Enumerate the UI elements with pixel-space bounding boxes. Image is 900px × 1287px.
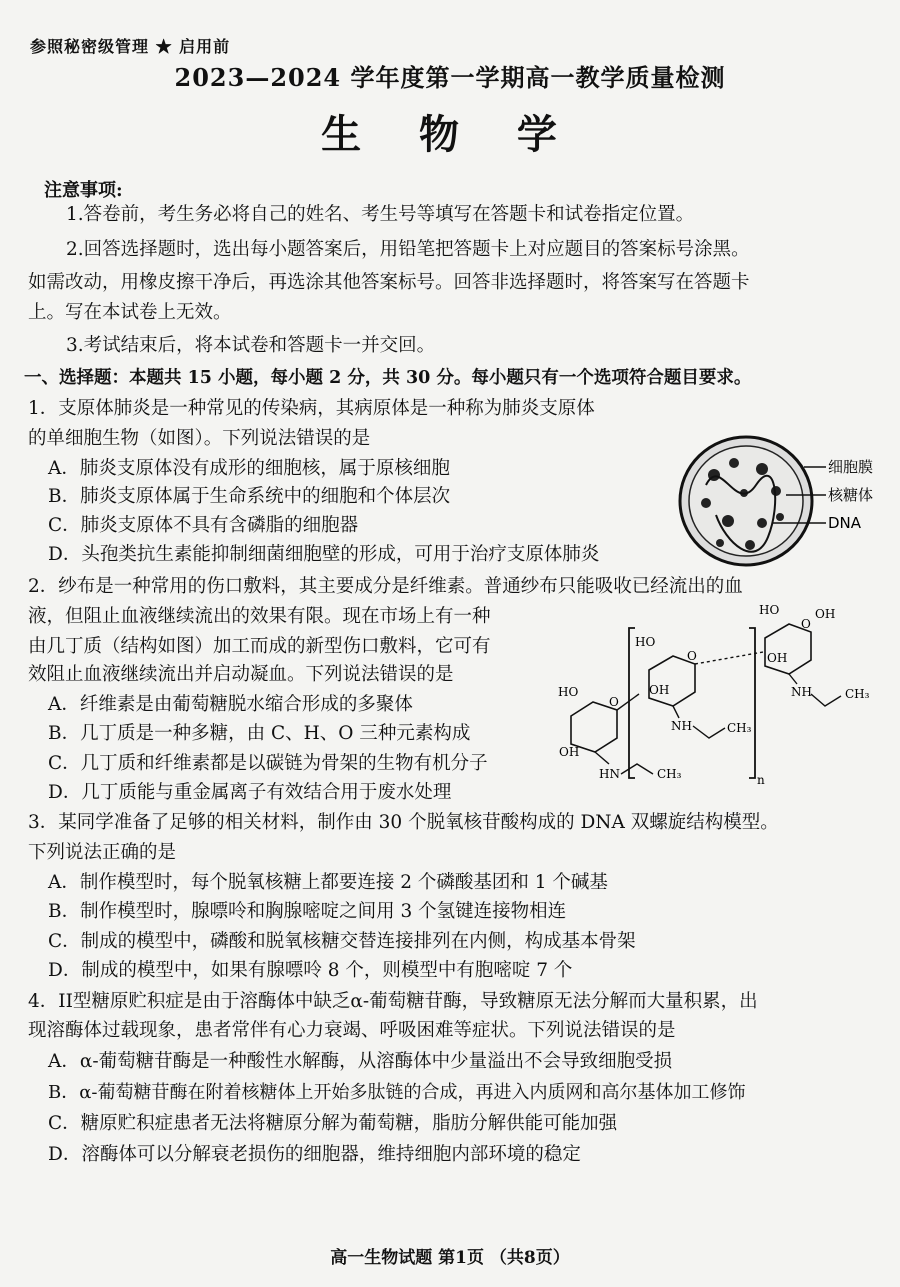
label-nh-right: NH	[791, 685, 812, 699]
label-ch3-mid: CH₃	[727, 721, 752, 735]
q1-option-b: B．肺炎支原体属于生命系统中的细胞和个体层次	[48, 486, 451, 507]
q4-option-d: D．溶酶体可以分解衰老损伤的细胞器，维持细胞内部环境的稳定	[48, 1144, 581, 1165]
notice-item-2-line-2: 如需改动，用橡皮擦干净后，再选涂其他答案标号。回答非选择题时，将答案写在答题卡	[28, 272, 750, 293]
chitin-structure-diagram	[553, 598, 888, 798]
q1-stem-line-1: 1．支原体肺炎是一种常见的传染病，其病原体是一种称为肺炎支原体	[28, 398, 595, 419]
q3-option-b: B．制作模型时，腺嘌呤和胸腺嘧啶之间用 3 个氢键连接物相连	[48, 901, 567, 922]
q2-stem-line-2: 液，但阻止血液继续流出的效果有限。现在市场上有一种	[28, 606, 491, 627]
q1-option-a: A．肺炎支原体没有成形的细胞核，属于原核细胞	[48, 458, 450, 479]
label-nh-mid: NH	[671, 719, 692, 733]
notice-heading: 注意事项:	[44, 180, 123, 201]
q3-option-a: A．制作模型时，每个脱氧核糖上都要连接 2 个磷酸基团和 1 个碱基	[48, 872, 608, 893]
q4-stem-line-1: 4．II型糖原贮积症是由于溶酶体中缺乏α-葡萄糖苷酶，导致糖原无法分解而大量积累，出	[28, 991, 758, 1012]
label-ch3-right: CH₃	[845, 687, 870, 701]
q2-stem-line-4: 效阻止血液继续流出并启动凝血。下列说法错误的是	[28, 664, 454, 685]
q3-stem-line-2: 下列说法正确的是	[28, 842, 177, 863]
q4-option-a: A．α-葡萄糖苷酶是一种酸性水解酶，从溶酶体中少量溢出不会导致细胞受损	[48, 1051, 673, 1072]
q2-stem-line-3: 由几丁质（结构如图）加工而成的新型伤口敷料，它可有	[28, 636, 491, 657]
label-dna: DNA	[828, 514, 862, 532]
label-oh-left: OH	[559, 745, 580, 759]
q3-option-c: C．制成的模型中，磷酸和脱氧核糖交替连接排列在内侧，构成基本骨架	[48, 931, 636, 952]
notice-item-1: 1.答卷前，考生务必将自己的姓名、考生号等填写在答题卡和试卷指定位置。	[66, 204, 695, 225]
label-ho-left: HO	[558, 685, 579, 699]
label-ho-mid: HO	[635, 635, 656, 649]
label-ho-right: HO	[759, 603, 780, 617]
confidentiality-tag: 参照秘密级管理 ★ 启用前	[30, 37, 231, 56]
label-hn-left: HN	[599, 767, 620, 781]
q3-stem-line-1: 3．某同学准备了足够的相关材料，制作由 30 个脱氧核苷酸构成的 DNA 双螺旋结构模型。	[28, 812, 779, 833]
q4-option-c: C．糖原贮积症患者无法将糖原分解为葡萄糖，脂肪分解供能可能加强	[48, 1113, 618, 1134]
q3-option-d: D．制成的模型中，如果有腺嘌呤 8 个，则模型中有胞嘧啶 7 个	[48, 960, 573, 981]
q1-stem-line-2: 的单细胞生物（如图）。下列说法错误的是	[28, 428, 371, 449]
mycoplasma-diagram	[676, 425, 896, 575]
notice-item-2-line-3: 上。写在本试卷上无效。	[28, 302, 232, 323]
exam-subtitle: 2023—2024 学年度第一学期高一教学质量检测	[174, 63, 726, 92]
label-ribosome: 核糖体	[828, 486, 874, 504]
section-heading: 一、选择题：本题共 15 小题，每小题 2 分，共 30 分。每小题只有一个选项符合题目要求。	[24, 368, 752, 388]
q2-option-a: A．纤维素是由葡萄糖脱水缩合形成的多聚体	[48, 694, 413, 715]
label-o-mid: O	[687, 649, 697, 663]
label-ch3-left: CH₃	[657, 767, 682, 781]
q4-option-b: B．α-葡萄糖苷酶在附着核糖体上开始多肽链的合成，再进入内质网和高尔基体加工修饰	[48, 1082, 746, 1103]
q2-stem-line-1: 2．纱布是一种常用的伤口敷料，其主要成分是纤维素。普通纱布只能吸收已经流出的血	[28, 576, 743, 597]
label-n: n	[757, 773, 765, 787]
q4-stem-line-2: 现溶酶体过载现象，患者常伴有心力衰竭、呼吸困难等症状。下列说法错误的是	[28, 1020, 676, 1041]
label-o-right: O	[801, 617, 811, 631]
q2-option-d: D．几丁质能与重金属离子有效结合用于废水处理	[48, 782, 452, 803]
notice-item-2-line-1: 2.回答选择题时，选出每小题答案后，用铅笔把答题卡上对应题目的答案标号涂黑。	[66, 239, 750, 260]
label-cell-membrane: 细胞膜	[828, 458, 874, 476]
q2-option-c: C．几丁质和纤维素都是以碳链为骨架的生物有机分子	[48, 753, 488, 774]
q2-option-b: B．几丁质是一种多糖，由 C、H、O 三种元素构成	[48, 723, 471, 744]
notice-item-3: 3.考试结束后，将本试卷和答题卡一并交回。	[66, 335, 436, 356]
page-footer: 高一生物试题 第1页 （共8页）	[330, 1248, 570, 1268]
label-oh-mid: OH	[649, 683, 670, 697]
label-oh-right-top: OH	[815, 607, 836, 621]
label-oh-right: OH	[767, 651, 788, 665]
label-o-left: O	[609, 695, 619, 709]
q1-option-d: D．头孢类抗生素能抑制细菌细胞壁的形成，可用于治疗支原体肺炎	[48, 544, 600, 565]
exam-title: 生 物 学	[321, 111, 579, 158]
q1-option-c: C．肺炎支原体不具有含磷脂的细胞器	[48, 515, 359, 536]
